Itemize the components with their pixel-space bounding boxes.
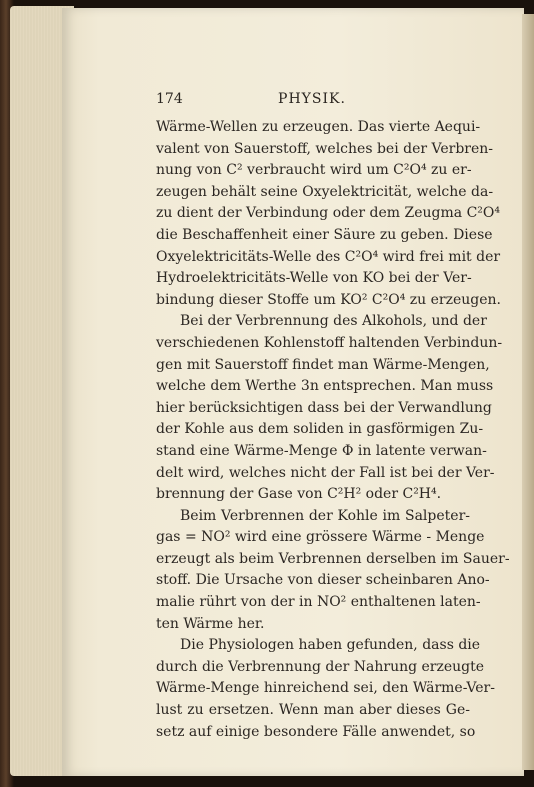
text-line: Oxyelektricitäts-Welle des C²O⁴ wird frei mit der bbox=[156, 248, 501, 265]
text-line: Die Physiologen haben gefunden, dass die bbox=[180, 637, 481, 654]
text-line: zu dient der Verbindung oder dem Zeugma C²O⁴ bbox=[156, 205, 500, 222]
text-line: durch die Verbrennung der Nahrung erzeugte bbox=[156, 658, 485, 675]
text-line: malie rührt von der in NO² enthaltenen laten- bbox=[156, 594, 481, 611]
text-line: stand eine Wärme-Menge Φ in latente verwan- bbox=[156, 442, 487, 459]
text-line: bindung dieser Stoffe um KO² C²O⁴ zu erzeugen. bbox=[156, 291, 501, 308]
text-line: Wärme-Wellen zu erzeugen. Das vierte Aequi- bbox=[156, 119, 481, 135]
page-right-edge bbox=[522, 14, 534, 770]
text-line: zeugen behält seine Oxyelektricität, welche da- bbox=[156, 183, 494, 200]
running-title: PHYSIK. bbox=[278, 91, 346, 107]
page-number: 174 bbox=[156, 91, 183, 107]
text-line: Bei der Verbrennung des Alkohols, und der bbox=[180, 313, 487, 330]
text-line: Wärme-Menge hinreichend sei, den Wärme-Ver- bbox=[156, 680, 495, 697]
text-line: welche dem Werthe 3n entsprechen. Man muss bbox=[156, 378, 494, 395]
text-line: Beim Verbrennen der Kohle im Salpeter- bbox=[180, 507, 470, 524]
text-line: hier berücksichtigen dass bei der Verwandlung bbox=[156, 399, 492, 416]
body-text bbox=[156, 117, 510, 743]
text-line: erzeugt als beim Verbrennen derselben im Sauer- bbox=[156, 550, 510, 567]
text-line: Hydroelektricitäts-Welle von KO bei der Ver- bbox=[156, 270, 472, 287]
text-line: lust zu ersetzen. Wenn man aber dieses Ge- bbox=[156, 702, 470, 719]
text-line: der Kohle aus dem soliden in gasförmigen Zu- bbox=[156, 421, 484, 438]
text-line: ten Wärme her. bbox=[156, 615, 265, 632]
text-line: verschiedenen Kohlenstoff haltenden Verbindun- bbox=[156, 334, 503, 351]
text-line: delt wird, welches nicht der Fall ist bei der Ver- bbox=[156, 464, 495, 481]
text-line: brennung der Gase von C²H² oder C²H⁴. bbox=[156, 486, 442, 503]
text-line: stoff. Die Ursache von dieser scheinbaren Ano- bbox=[156, 572, 490, 589]
text-line: gen mit Sauerstoff findet man Wärme-Mengen, bbox=[156, 356, 490, 373]
page-header bbox=[156, 91, 468, 111]
text-line: valent von Sauerstoff, welches bei der Verbren- bbox=[156, 140, 494, 157]
text-line: nung von C² verbraucht wird um C²O⁴ zu er- bbox=[156, 162, 472, 179]
text-line: die Beschaffenheit einer Säure zu geben. Diese bbox=[156, 226, 493, 243]
text-line: gas = NO² wird eine grössere Wärme - Menge bbox=[156, 529, 485, 546]
text-line: setz auf einige besondere Fälle anwendet, so bbox=[156, 723, 476, 740]
